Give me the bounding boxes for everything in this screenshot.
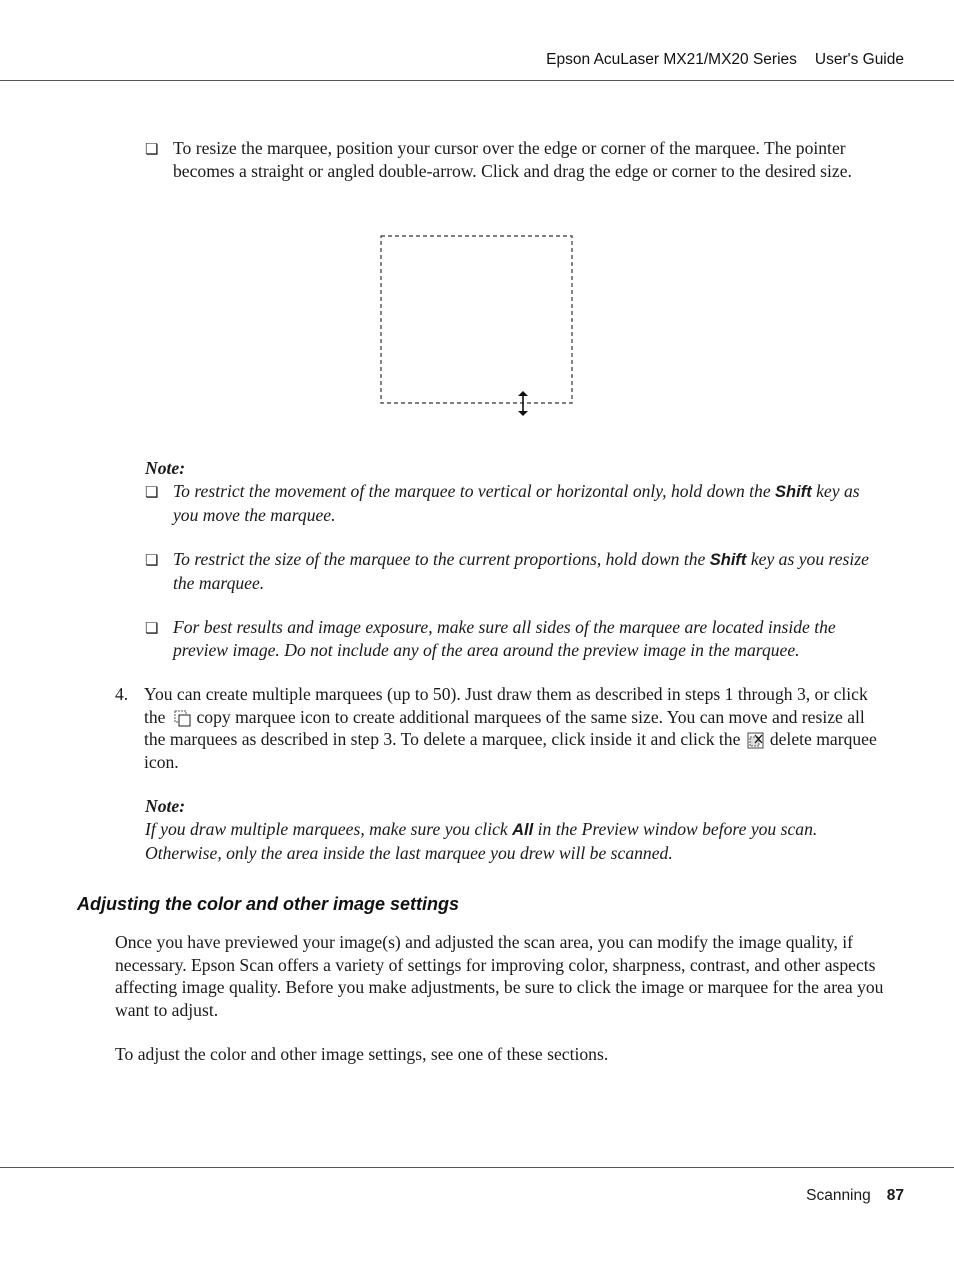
delete-marquee-icon — [747, 732, 764, 749]
section-paragraph: To adjust the color and other image settings, see one of these sections. — [115, 1044, 609, 1064]
section-heading: Adjusting the color and other image settings — [77, 894, 460, 914]
footer-section: Scanning — [806, 1187, 871, 1204]
page-number: 87 — [886, 1187, 904, 1204]
note-item-best-results: For best results and image exposure, make sure all sides of the marquee are located inside the preview image. Do not include any of the area around the preview image in the marquee. — [173, 617, 836, 660]
header-rule — [0, 80, 954, 81]
key-name-shift: Shift — [775, 483, 812, 501]
step-text: copy marquee icon to create additional marquees of the same size. You can move and resize all the marquees as described in step 3. To delete a marquee, click inside it and click the — [144, 706, 865, 750]
step-4-text — [144, 683, 884, 773]
section-paragraph: Once you have previewed your image(s) and adjusted the scan area, you can modify the image quality, if necessary. Epson Scan offers a variety of settings for improving color, sharpness, contrast, and other aspects affecting image quality. Before you make adjustments, be sure to click the image or marquee for the area you want to adjust. — [115, 932, 884, 1020]
note-text: If you draw multiple marquees, make sure you click — [145, 819, 508, 839]
copy-marquee-icon — [174, 710, 191, 727]
note-item-restrict-movement — [173, 480, 888, 526]
note-text: To restrict the movement of the marquee to vertical or horizontal only, hold down the — [173, 481, 771, 501]
note-title: Note: — [145, 458, 186, 478]
note-text: key as you move the marquee. — [173, 481, 860, 525]
button-name-all: All — [512, 821, 534, 839]
step-text: delete marquee icon. — [144, 729, 877, 772]
step-text: You can create multiple marquees (up to 50). Just draw them as described in steps 1 through 3, or click the — [144, 684, 868, 727]
resize-instruction: To resize the marquee, position your cursor over the edge or corner of the marquee. The pointer becomes a straight or angled double-arrow. Click and drag the edge or corner to the desired size. — [173, 138, 852, 181]
header-guide: User's Guide — [814, 51, 904, 68]
step-number: 4. — [115, 684, 129, 704]
running-header — [546, 51, 904, 69]
marquee-figure — [370, 228, 585, 420]
note-text: key as you resize the marquee. — [173, 549, 869, 593]
note-item-restrict-size — [173, 548, 888, 594]
note-multiple-marquees — [145, 818, 885, 864]
note-text: To restrict the size of the marquee to the current proportions, hold down the — [173, 549, 706, 569]
bullet-marker: ❏ — [145, 485, 159, 501]
key-name-shift: Shift — [709, 551, 747, 569]
header-product: Epson AcuLaser MX21/MX20 Series — [546, 51, 797, 68]
note-text: in the Preview window before you scan. Otherwise, only the area inside the last marquee you drew will be scanned. — [145, 819, 818, 863]
bullet-marker: ❏ — [145, 142, 159, 158]
vertical-double-arrow-icon — [518, 391, 528, 416]
running-footer — [806, 1187, 904, 1205]
footer-rule — [0, 1167, 954, 1168]
note-title: Note: — [145, 796, 186, 816]
bullet-marker: ❏ — [145, 621, 159, 637]
bullet-marker: ❏ — [145, 553, 159, 569]
marquee-outline — [381, 236, 572, 403]
